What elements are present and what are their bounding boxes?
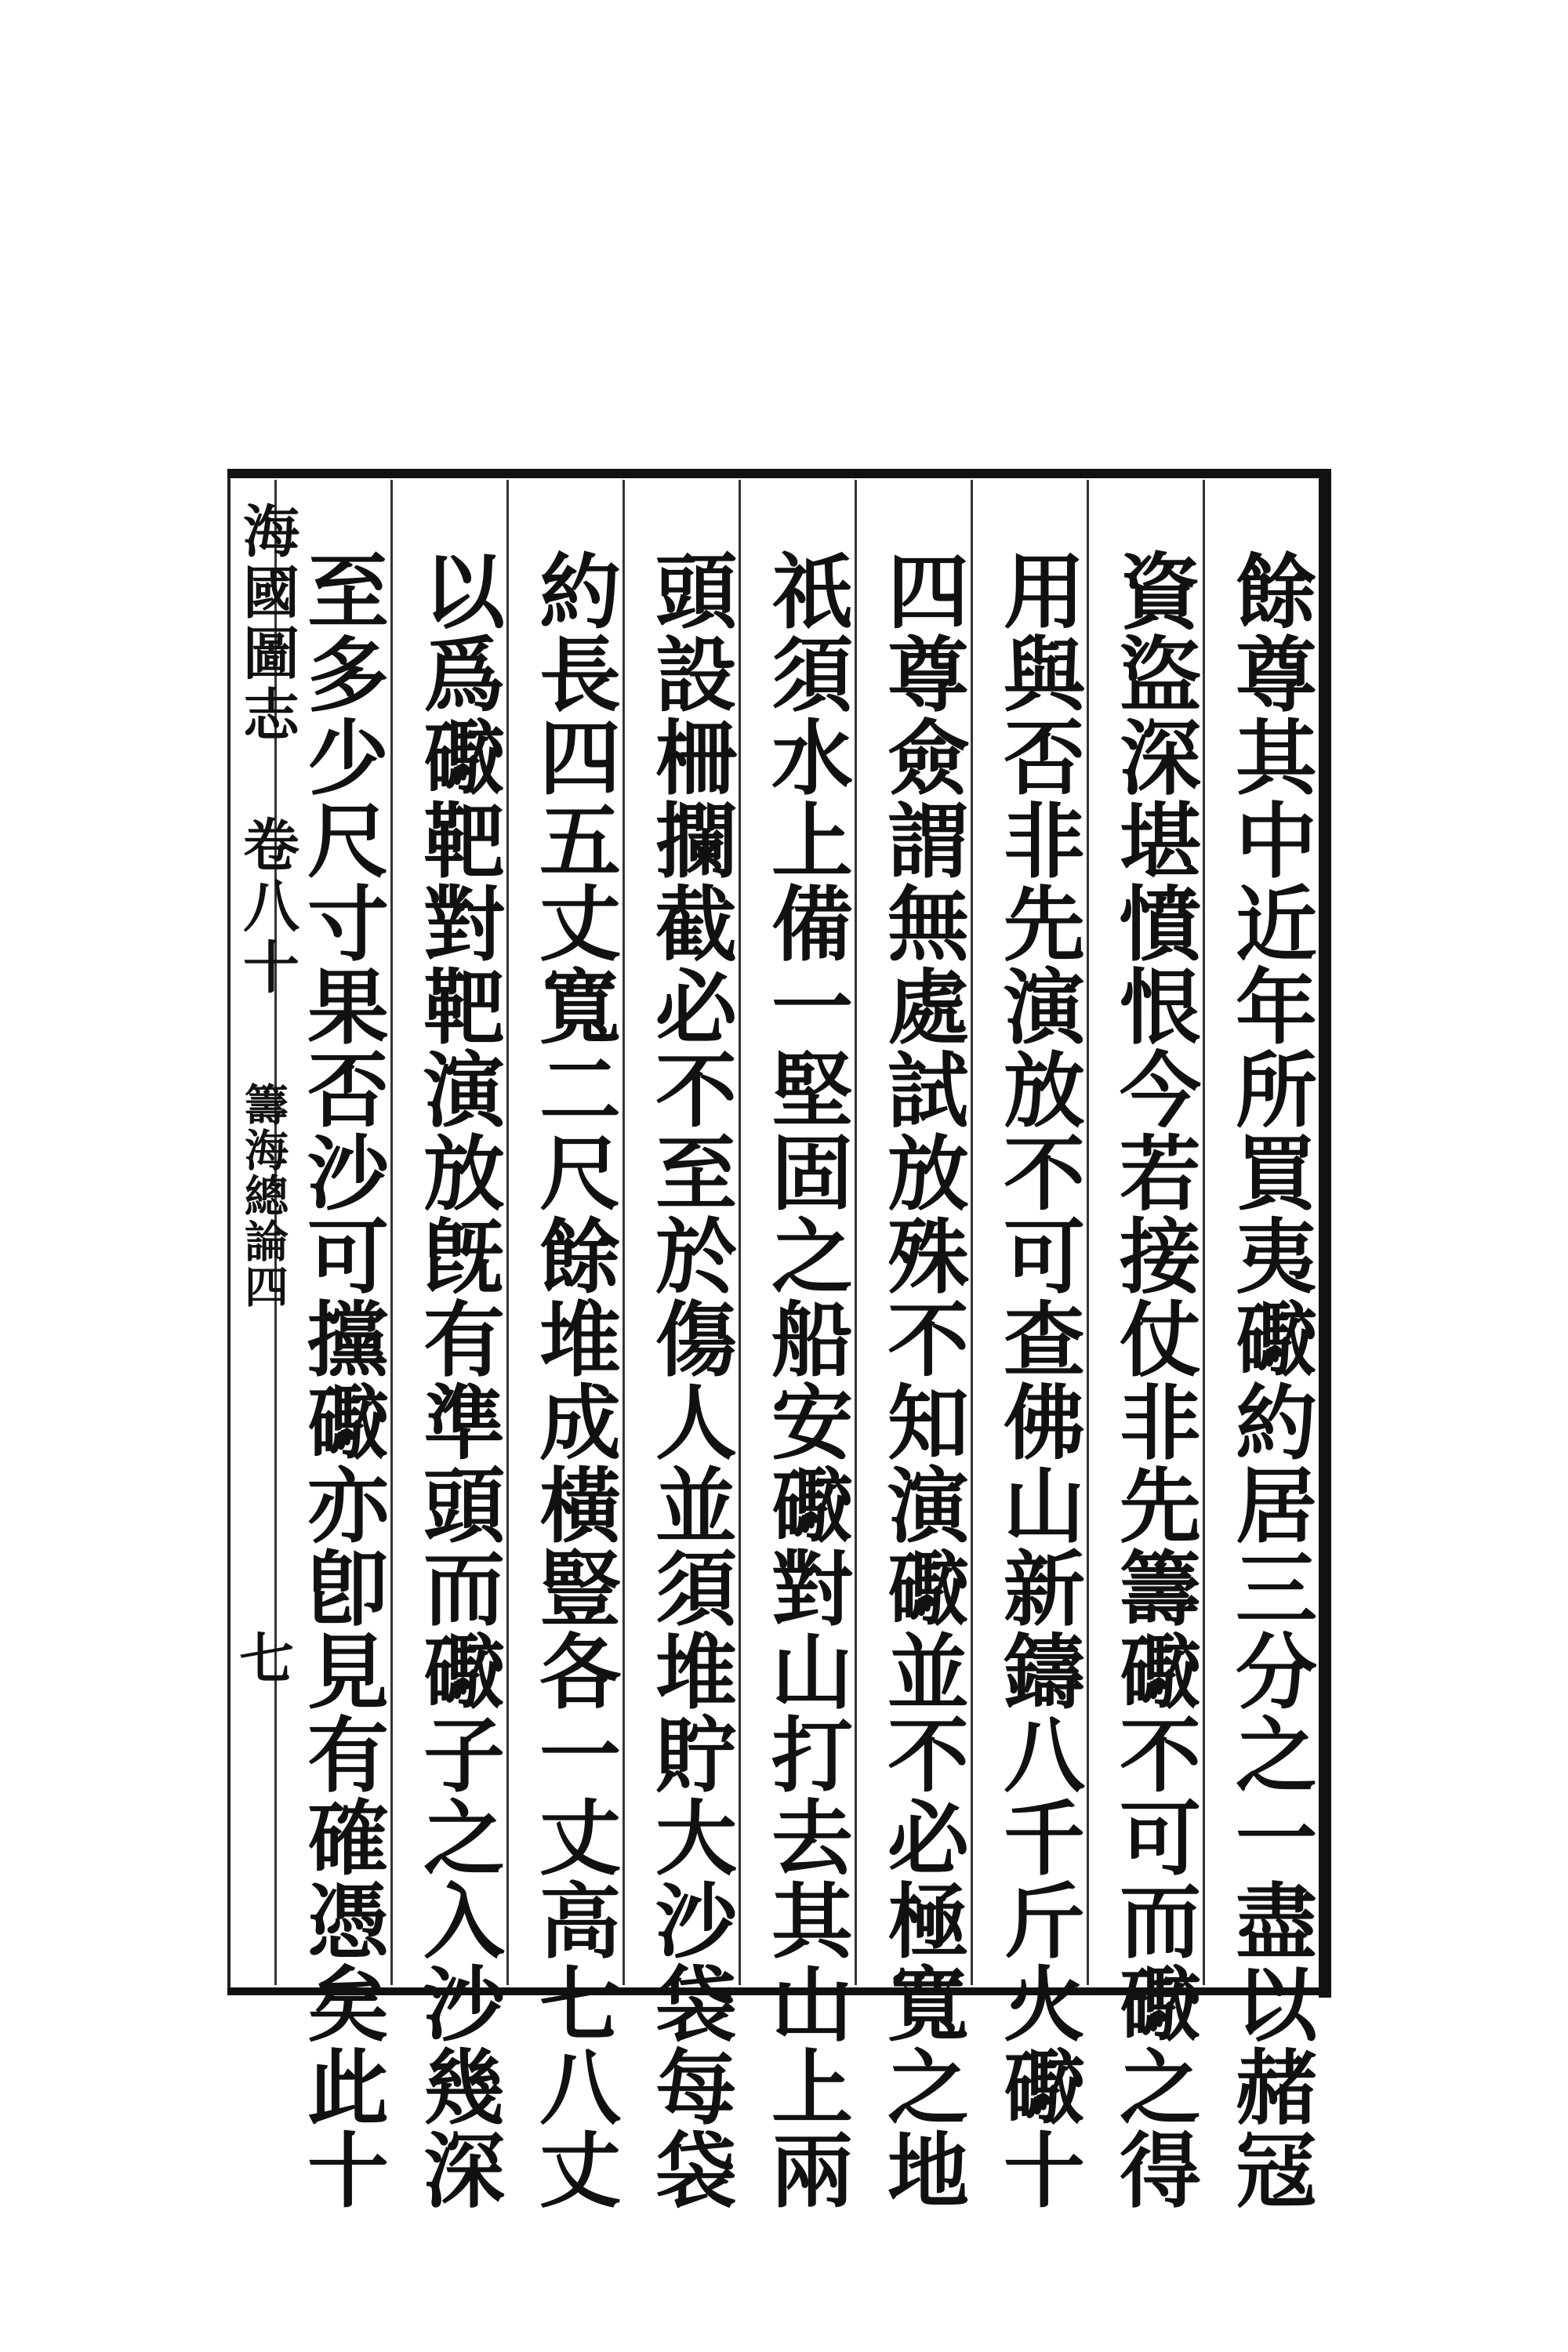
column-rule xyxy=(739,480,741,1985)
text-column: 四尊僉謂無處試放殊不知演礮並不必極寬之地 xyxy=(873,549,970,2211)
text-column: 資盜深堪憤恨今若接仗非先籌礮不可而礮之得 xyxy=(1105,549,1202,2211)
text-column: 約長四五丈寬二尺餘堆成橫豎各一丈高七八丈 xyxy=(525,549,622,2211)
margin-volume-text: 卷八十 xyxy=(234,815,300,999)
column-rule xyxy=(506,480,509,1985)
column-rule xyxy=(855,480,857,1985)
text-column: 用與否非先演放不可查佛山新鑄八千斤火礮十 xyxy=(989,549,1086,2211)
frame-right-border xyxy=(1319,469,1331,1998)
text-column: 餘尊其中近年所買夷礮約居三分之一盡以赭冦 xyxy=(1221,549,1318,2211)
text-column: 至多少尺寸果否沙可攩礮亦卽見有確憑矣此十 xyxy=(293,549,390,2211)
margin-title xyxy=(235,502,298,746)
margin-section-text: 籌海總論四 xyxy=(238,1082,289,1309)
page-number: 七 xyxy=(239,1626,294,1691)
margin-section xyxy=(232,1082,295,1309)
column-rule xyxy=(1087,480,1089,1985)
margin-title-text: 海國圖志 xyxy=(234,502,300,746)
text-column: 祇須水上備一堅固之船安礮對山打去其山上兩 xyxy=(757,549,854,2211)
margin-page-number xyxy=(235,1615,298,1694)
text-column: 以爲礮靶對靶演放旣有準頭而礮子之入沙幾深 xyxy=(409,549,506,2211)
column-rule xyxy=(390,480,393,1985)
margin-volume xyxy=(235,815,298,999)
text-column: 頭設柵攔截必不至於傷人並須堆貯大沙袋每袋 xyxy=(641,549,738,2211)
column-rule xyxy=(622,480,625,1985)
column-rule xyxy=(971,480,973,1985)
frame-top-border xyxy=(227,469,1331,478)
column-rule xyxy=(1203,480,1205,1985)
